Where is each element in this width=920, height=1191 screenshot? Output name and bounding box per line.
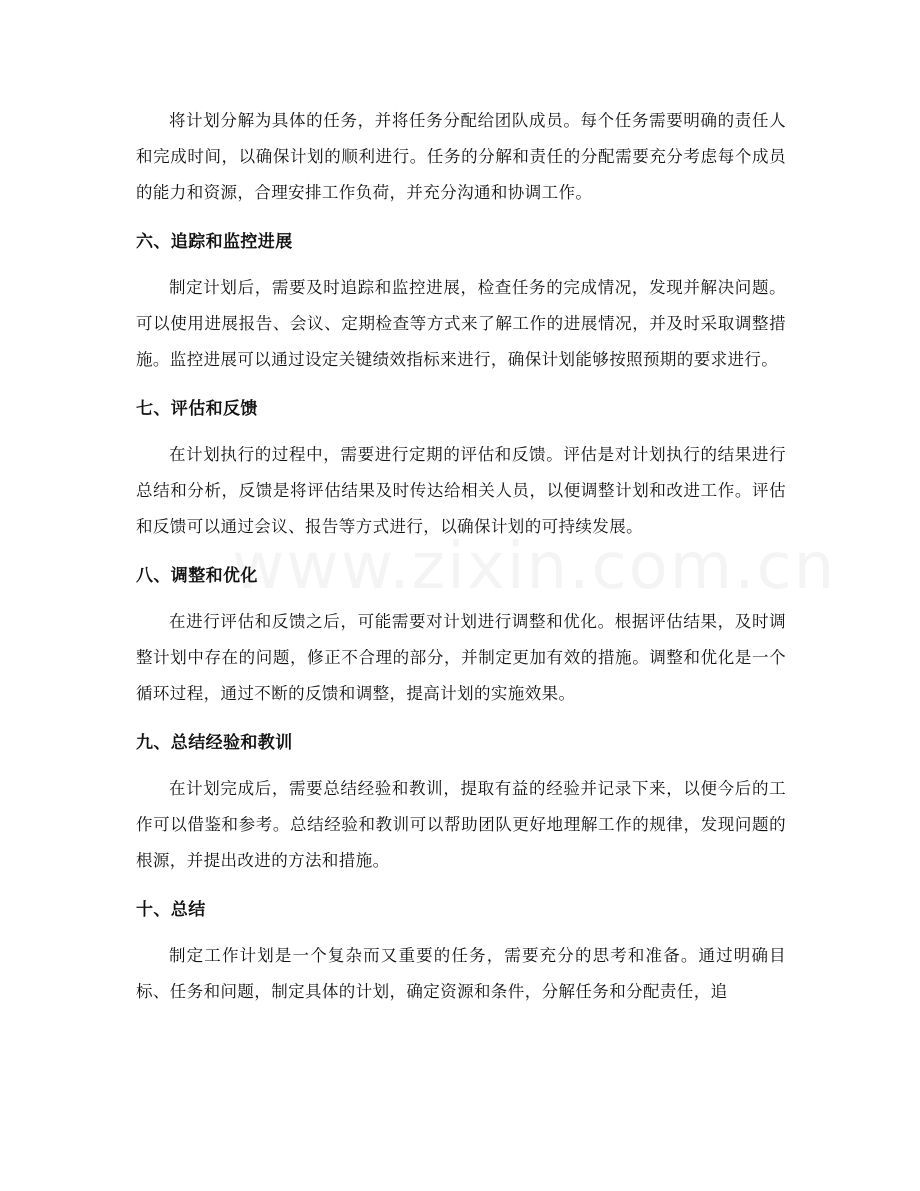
- document-body: [136, 103, 786, 1010]
- intro-paragraph: 将计划分解为具体的任务，并将任务分配给团队成员。每个任务需要明确的责任人和完成时间，以确保计划的顺利进行。任务的分解和责任的分配需要充分考虑每个成员的能力和资源，合理安排工作负荷，并充分沟通和协调工作。: [136, 111, 786, 202]
- section-10-paragraph: 制定工作计划是一个复杂而又重要的任务，需要充分的思考和准备。通过明确目标、任务和问题，制定具体的计划，确定资源和条件，分解任务和分配责任，追: [136, 946, 786, 1001]
- section-10-heading: 十、总结: [136, 900, 206, 920]
- section-9-heading: 九、总结经验和教训: [136, 733, 293, 753]
- section-6-paragraph: 制定计划后，需要及时追踪和监控进展，检查任务的完成情况，发现并解决问题。可以使用进展报告、会议、定期检查等方式来了解工作的进展情况，并及时采取调整措施。监控进展可以通过设定关键绩效指标来进行，确保计划能够按照预期的要求进行。: [136, 278, 786, 369]
- section-7-paragraph: 在计划执行的过程中，需要进行定期的评估和反馈。评估是对计划执行的结果进行总结和分析，反馈是将评估结果及时传达给相关人员，以便调整计划和改进工作。评估和反馈可以通过会议、报告等方式进行，以确保计划的可持续发展。: [136, 445, 786, 536]
- section-6-heading: 六、追踪和监控进展: [136, 232, 293, 252]
- section-8-heading: 八、调整和优化: [136, 566, 258, 586]
- section-8-paragraph: 在进行评估和反馈之后，可能需要对计划进行调整和优化。根据评估结果，及时调整计划中存在的问题，修正不合理的部分，并制定更加有效的措施。调整和优化是一个循环过程，通过不断的反馈和调整，提高计划的实施效果。: [136, 612, 786, 703]
- section-9-paragraph: 在计划完成后，需要总结经验和教训，提取有益的经验并记录下来，以便今后的工作可以借鉴和参考。总结经验和教训可以帮助团队更好地理解工作的规律，发现问题的根源，并提出改进的方法和措施。: [136, 779, 786, 870]
- section-7-heading: 七、评估和反馈: [136, 399, 258, 419]
